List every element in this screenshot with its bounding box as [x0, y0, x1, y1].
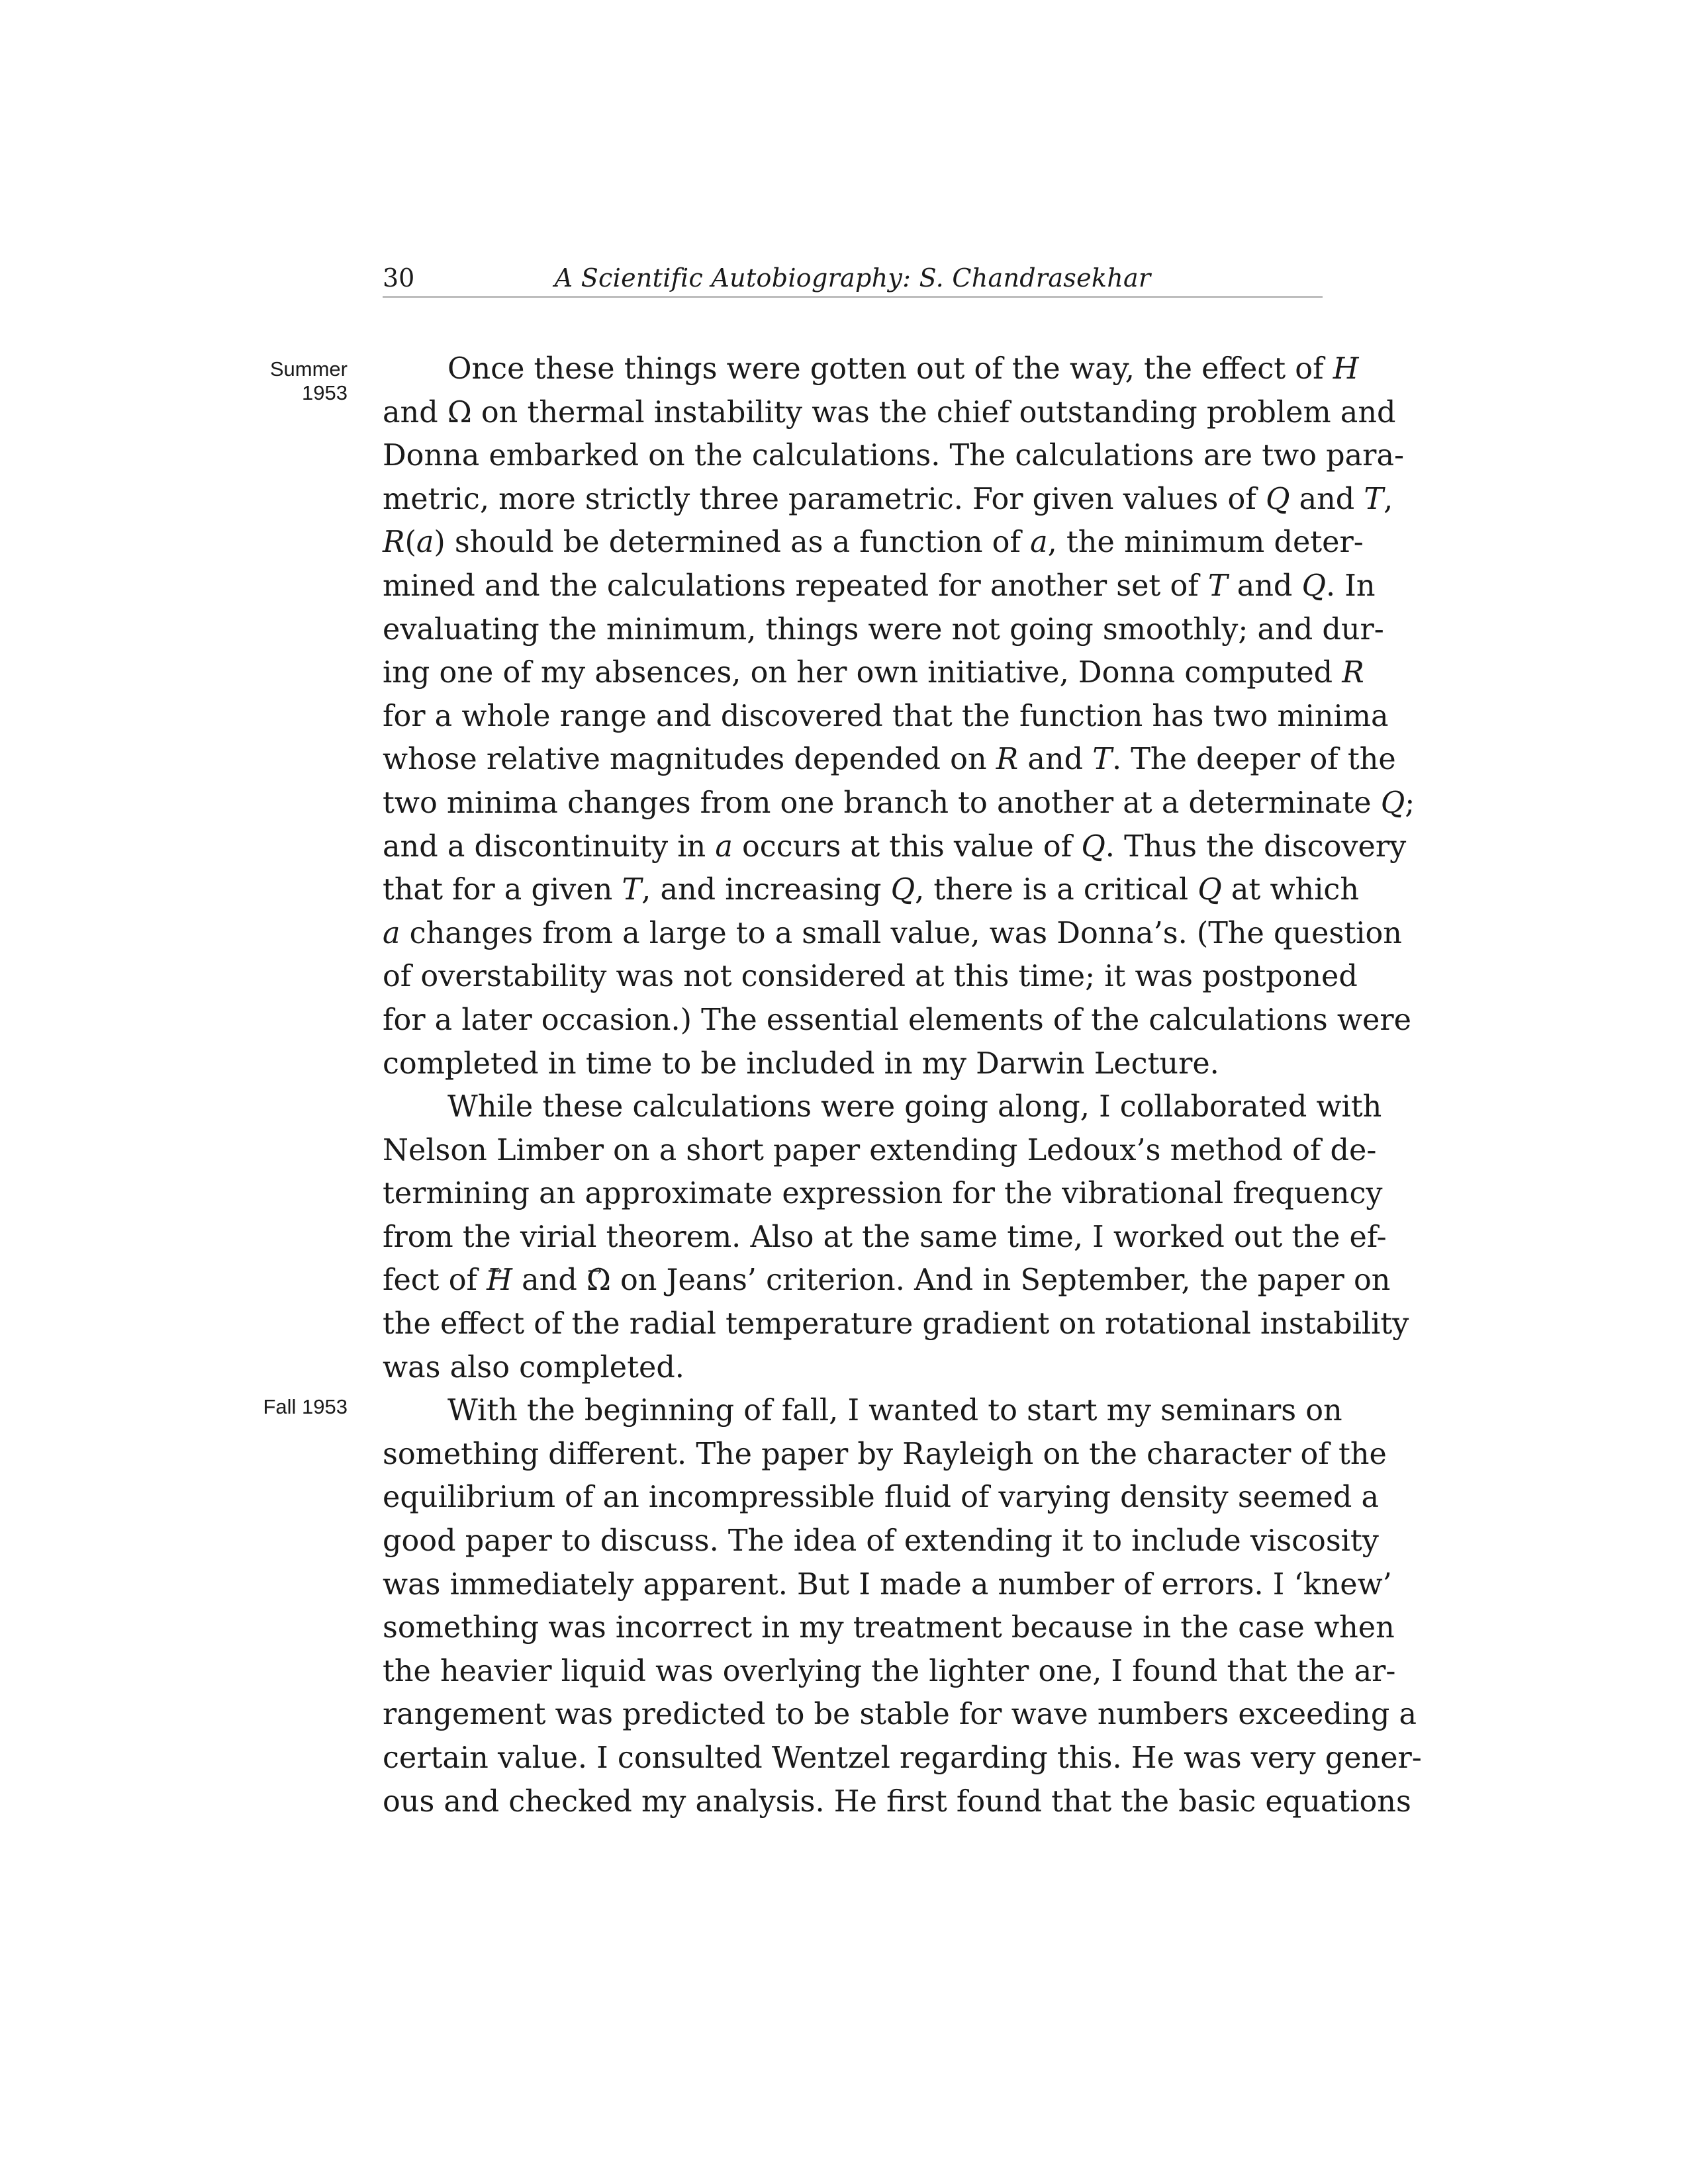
running-title: A Scientific Autobiography: S. Chandrasekhar	[554, 263, 1151, 293]
text-line: of overstability was not considered at this time; it was postponed	[383, 960, 1358, 994]
text-line: With the beginning of fall, I wanted to start my seminars on	[447, 1394, 1342, 1428]
text-line: for a whole range and discovered that the function has two minima	[383, 699, 1389, 733]
text-line: good paper to discuss. The idea of extending it to include viscosity	[383, 1524, 1379, 1559]
text-line: for a later occasion.) The essential elements of the calculations were	[383, 1003, 1411, 1037]
text-line: that for a given T, and increasing Q, there is a critical Q at which	[383, 873, 1360, 907]
margin-note-summer-1953	[242, 357, 348, 405]
text-line: completed in time to be included in my Darwin Lecture.	[383, 1046, 1219, 1081]
text-line: whose relative magnitudes depended on R and T. The deeper of the	[383, 743, 1396, 777]
margin-note-fall-1953	[242, 1395, 348, 1419]
margin-note-line: Fall 1953	[263, 1395, 348, 1418]
body-text	[383, 347, 1422, 1823]
page-number: 30	[383, 263, 415, 293]
text-line: mined and the calculations repeated for another set of T and Q. In	[383, 569, 1376, 603]
paragraph-3	[383, 1389, 1422, 1823]
text-line: ing one of my absences, on her own initiative, Donna computed R	[383, 656, 1364, 690]
text-line: was immediately apparent. But I made a number of errors. I ‘knew’	[383, 1567, 1392, 1602]
text-line: from the virial theorem. Also at the same time, I worked out the ef-	[383, 1220, 1387, 1254]
text-line: termining an approximate expression for the vibrational frequency	[383, 1177, 1383, 1211]
text-line: metric, more strictly three parametric. For given values of Q and T,	[383, 482, 1393, 516]
margin-note-line: 1953	[302, 381, 348, 404]
text-line: ous and checked my analysis. He first found that the basic equations	[383, 1784, 1411, 1819]
text-line: equilibrium of an incompressible fluid of varying density seemed a	[383, 1480, 1380, 1515]
text-line: something was incorrect in my treatment because in the case when	[383, 1611, 1395, 1645]
running-header	[383, 261, 1323, 295]
text-line: and Ω on thermal instability was the chief outstanding problem and	[383, 395, 1396, 430]
text-line: While these calculations were going along, I collaborated with	[447, 1090, 1382, 1124]
text-line: two minima changes from one branch to another at a determinate Q;	[383, 786, 1415, 820]
text-line: a changes from a large to a small value, was Donna’s. (The question	[383, 916, 1402, 950]
text-line: Nelson Limber on a short paper extending Ledoux’s method of de-	[383, 1133, 1377, 1167]
text-line: the heavier liquid was overlying the lighter one, I found that the ar-	[383, 1654, 1396, 1688]
text-line: rangement was predicted to be stable for wave numbers exceeding a	[383, 1698, 1417, 1732]
text-line: something different. The paper by Rayleigh on the character of the	[383, 1437, 1387, 1471]
text-line: was also completed.	[383, 1350, 684, 1385]
text-line: Donna embarked on the calculations. The calculations are two para-	[383, 439, 1405, 473]
text-line: R(a) should be determined as a function of a, the minimum deter-	[383, 525, 1364, 560]
text-line: the effect of the radial temperature gradient on rotational instability	[383, 1307, 1409, 1342]
header-rule	[383, 296, 1323, 298]
paragraph-1	[383, 347, 1415, 1085]
text-line: certain value. I consulted Wentzel regarding this. He was very gener-	[383, 1741, 1422, 1775]
margin-note-line: Summer	[269, 357, 348, 381]
text-line: Once these things were gotten out of the way, the effect of H	[447, 352, 1359, 386]
text-line: evaluating the minimum, things were not going smoothly; and dur-	[383, 612, 1384, 647]
text-line: fect of → H and → Ω on Jeans’ criterion. And in September, the paper on	[383, 1259, 1323, 1302]
text-line: and a discontinuity in a occurs at this value of Q. Thus the discovery	[383, 829, 1407, 864]
paragraph-2	[383, 1085, 1409, 1389]
